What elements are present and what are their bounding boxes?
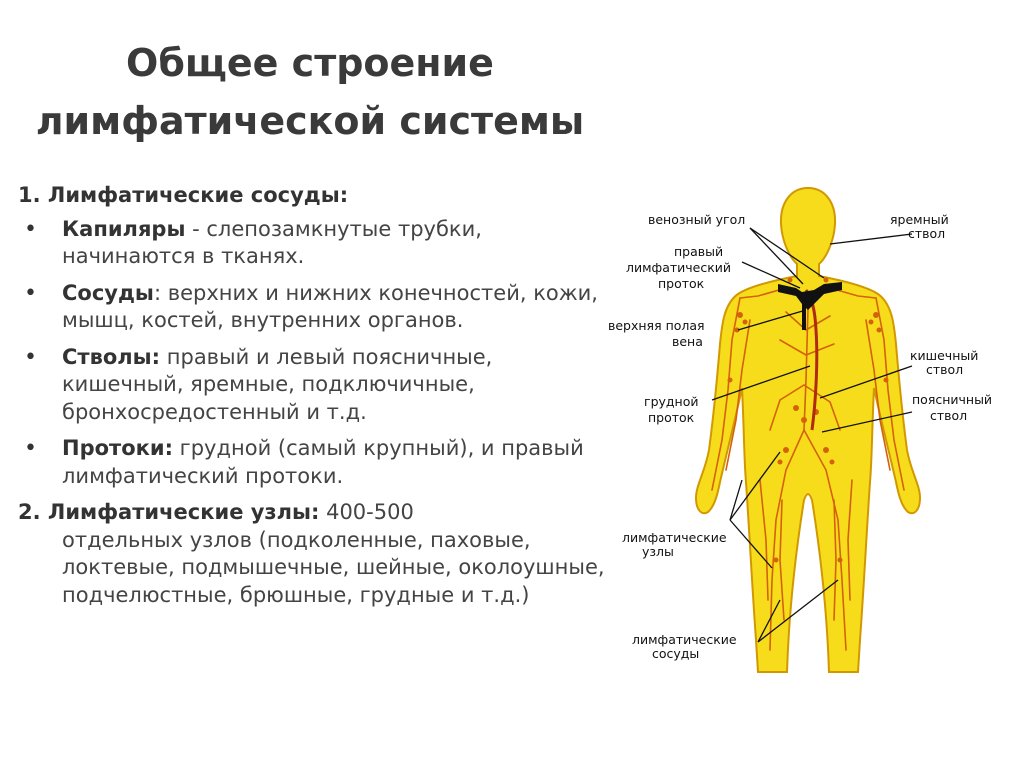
label-nodes-2: узлы (642, 544, 674, 559)
item-text: - слепозамкнутые трубки, начинаются в тканях. (62, 216, 482, 268)
label-right-duct-2: лимфатический (626, 260, 732, 275)
title-line-1: Общее строение (126, 41, 494, 85)
label-vessels-1: лимфатические (632, 632, 737, 647)
lymphatic-system-diagram (590, 180, 1024, 680)
item-term: Протоки: (62, 436, 173, 460)
list-item (18, 216, 608, 271)
label-intestinal-1: кишечный (910, 348, 979, 363)
item-term: Капиляры (62, 216, 186, 241)
label-right-duct-3: проток (658, 276, 705, 291)
slide-title (20, 34, 600, 150)
section2-inline: 400-500 (319, 500, 414, 524)
label-svc-1: верхняя полая (608, 318, 705, 333)
list-item (18, 435, 608, 490)
label-thoracic-1: грудной (644, 394, 699, 409)
label-venous-angle: венозный угол (648, 212, 746, 227)
section1-heading: 1. Лимфатические сосуды: (18, 183, 349, 207)
item-text: : верхних и нижних конечностей, кожи, мышц, костей, внутренних органов. (62, 280, 598, 332)
label-jugular-trunk-1: яремный (890, 212, 949, 227)
item-term: Стволы: (62, 344, 161, 369)
label-thoracic-2: проток (648, 410, 695, 425)
item-text: грудной (самый крупный), и правый лимфатический протоки. (62, 436, 584, 488)
label-nodes-1: лимфатические (622, 530, 727, 545)
section2 (18, 499, 608, 609)
label-svc-2: вена (672, 334, 703, 349)
section2-heading: 2. Лимфатические узлы: (18, 500, 320, 524)
label-lumbar-2: ствол (930, 408, 968, 423)
label-intestinal-2: ствол (926, 362, 964, 377)
slide-body (18, 182, 608, 609)
section2-text: отдельных узлов (подколенные, паховые, локтевые, подмышечные, шейные, околоушные, подчелюстные, брюшные, грудные и т.д.) (62, 527, 605, 607)
label-right-duct-1: правый (674, 244, 724, 259)
label-lumbar-1: поясничный (912, 392, 993, 407)
section1-list (18, 216, 608, 491)
item-term: Сосуды (62, 280, 154, 305)
title-line-2: лимфатической системы (35, 99, 585, 143)
list-item (18, 280, 608, 335)
list-item (18, 344, 608, 427)
label-vessels-2: сосуды (652, 646, 700, 661)
label-jugular-trunk-2: ствол (908, 226, 946, 241)
item-text: правый и левый поясничные, кишечный, яремные, подключичные, бронхосредостенный и т.д. (62, 344, 493, 424)
